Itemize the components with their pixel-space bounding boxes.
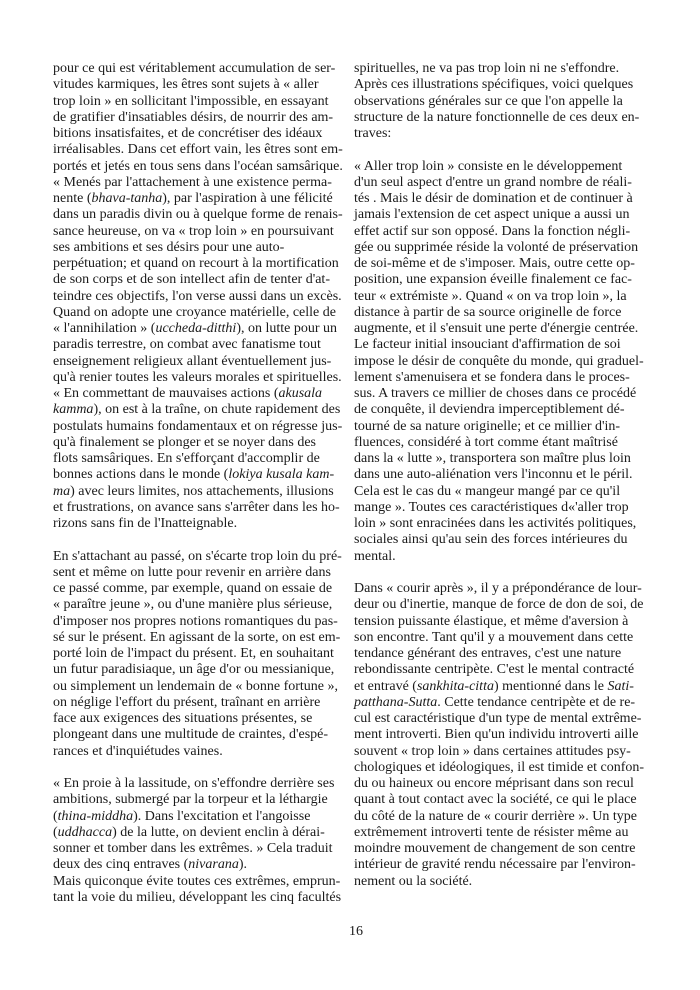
text-line: jamais l'extension de cet aspect unique a aussi un — [354, 207, 630, 223]
text-line: de soi-même et de s'imposer. Mais, outre cette op- — [354, 256, 635, 271]
paragraph — [354, 581, 654, 890]
text-line: loin » sont enracinées dans les activités politiques, — [354, 516, 637, 531]
text-line: (thina-middha). Dans l'excitation et l'angoisse — [53, 808, 311, 824]
text-line: ou simplement un lendemain de « bonne fortune », — [53, 678, 338, 694]
text-line: impose le désir de conquête du monde, qui graduel- — [354, 353, 644, 369]
text-line: un futur paradisiaque, un âge d'or ou messianique, — [53, 662, 335, 678]
text-line: moindre mouvement de changement de son centre — [354, 841, 636, 856]
text-line: ment introverti. Bien qu'un individu introverti aille — [354, 727, 639, 743]
paragraph — [53, 549, 353, 760]
text-line: de gratifier d'insatiables désirs, de nourrir des am- — [53, 109, 334, 125]
text-line: rebondissante centripète. C'est le mental contracté — [354, 662, 635, 678]
text-line: sé sur le présent. En agissant de la sorte, on est em- — [53, 629, 341, 645]
text-line: « l'annihilation » (uccheda-ditthi), on lutte pour un — [53, 321, 338, 336]
text-line: structure de la nature fonctionnelle de ces deux en- — [354, 109, 640, 125]
text-line: ambitions, submergé par la torpeur et la léthargie — [53, 792, 328, 808]
text-line: tendance générant des entraves, c'est une nature — [354, 646, 622, 661]
text-line: du côté de la nature de « courir derrière ». Un type — [354, 808, 637, 824]
text-line: sance heureuse, on va « trop loin » en poursuivant — [53, 223, 334, 239]
text-line: kamma), on est à la traîne, on chute rapidement des — [53, 402, 341, 418]
text-line: rizons sans fin de l'Inatteignable. — [53, 516, 238, 531]
left-text-column — [53, 61, 353, 906]
text-line: intérieur de gravité rendu nécessaire par l'environ- — [354, 857, 636, 873]
text-line: d'un seul aspect d'entre un grand nombre de réali- — [354, 174, 632, 190]
text-line: dans une auto-aliénation vers l'inconnu et le péril. — [354, 467, 633, 483]
text-line: rances et d'inquiétudes vaines. — [53, 743, 223, 759]
text-line: Cela est le cas du « mangeur mangé par ce qu'il — [354, 483, 621, 499]
text-line: mange ». Toutes ces caractéristiques d«'aller trop — [354, 499, 629, 515]
text-line: souvent « trop loin » dans certaines attitudes psy- — [354, 743, 631, 759]
text-line: vitudes karmiques, les êtres sont sujets à « aller — [53, 77, 319, 93]
text-line: deux des cinq entraves (nivarana). — [53, 857, 248, 873]
text-line: teur « extrémiste ». Quand « on va trop loin », la — [354, 288, 627, 304]
text-line: quant à tout contact avec la société, ce qui le place — [354, 792, 637, 808]
pali-term: thina-middha — [57, 808, 134, 824]
text-line: tés . Mais le désir de domination et de continuer à — [354, 191, 633, 206]
text-line: « En proie à la lassitude, on s'effondre derrière ses — [53, 776, 335, 791]
text-line: spirituelles, ne va pas trop loin ni ne s'effondre. — [354, 61, 620, 76]
text-line: « Aller trop loin » consiste en le développement — [354, 158, 623, 174]
text-line: teindre ces objectifs, l'on verse aussi dans un excès. — [53, 288, 342, 304]
pali-term: kamma — [53, 402, 94, 418]
text-line: sonner et tomber dans les extrêmes. » Cela traduit — [53, 841, 333, 856]
text-line: bitions insatisfaites, et de concrétiser des idéaux — [53, 126, 323, 141]
text-line: bonnes actions dans le monde (lokiya kusala kam- — [53, 467, 335, 483]
text-line: sent et même on lutte pour revenir en arrière dans — [53, 564, 331, 580]
text-line: extrêmement introverti tente de résister même au — [354, 824, 629, 840]
text-line: de conquête, il deviendra imperceptiblement dé- — [354, 402, 625, 418]
pali-term: bhava-tanha — [91, 191, 163, 206]
text-line: Après ces illustrations spécifiques, voici quelques — [354, 77, 634, 93]
text-line: patthana-Sutta. Cette tendance centripète et de re- — [354, 694, 636, 710]
text-line: qu'à finalement se plonger et se noyer dans des — [53, 434, 316, 450]
text-line: nente (bhava-tanha), par l'aspiration à une félicité — [53, 191, 333, 206]
text-line: plongeant dans une multitude de craintes, d'espé- — [53, 727, 329, 743]
text-line: irréalisables. Dans cet effort vain, les êtres sont em- — [53, 142, 343, 158]
pali-term: nivarana — [188, 857, 239, 873]
text-line: perpétuation; et quand on recourt à la mortification — [53, 256, 339, 271]
text-line: effet actif sur son opposé. Dans la fonction négli- — [354, 223, 631, 239]
text-line: « paraître jeune », ou d'une manière plus sérieuse, — [53, 597, 333, 613]
text-line: postulats humains fondamentaux et on régresse jus- — [53, 418, 343, 434]
text-line: trop loin » en sollicitant l'impossible, en essayant — [53, 93, 329, 109]
text-line: nement ou la société. — [354, 873, 473, 889]
text-line: sus. A travers ce millier de choses dans ce procédé — [354, 386, 637, 401]
text-line: Dans « courir après », il y a prépondérance de lour- — [354, 581, 642, 596]
text-line: Quand on adopte une croyance matérielle, celle de — [53, 304, 336, 320]
text-line: deur ou d'inertie, manque de force de don de soi, de — [354, 597, 644, 613]
text-line: pour ce qui est véritablement accumulation de ser- — [53, 61, 336, 76]
text-line: Mais quiconque évite toutes ces extrêmes, emprun- — [53, 873, 341, 889]
text-line: ce passé comme, par exemple, quand on essaie de — [53, 581, 333, 596]
pali-term: Sati- — [607, 678, 634, 694]
text-line: « En commettant de mauvaises actions (akusala — [53, 386, 323, 401]
pali-term: ma — [53, 483, 71, 499]
text-line: paradis terrestre, on combat avec fanatisme tout — [53, 337, 321, 353]
paragraph — [53, 874, 353, 907]
text-line: tant la voie du milieu, développant les cinq facultés — [53, 889, 342, 905]
text-line: lement s'amenuisera et se fondera dans le proces- — [354, 369, 630, 385]
text-line: augmente, et il s'ensuit une perte d'énergie centrée. — [354, 321, 639, 336]
text-line: dans un paradis divin ou à quelque forme de renais- — [53, 207, 343, 223]
text-line: (uddhacca) de la lutte, on devient enclin à dérai- — [53, 824, 325, 840]
text-line: « Menés par l'attachement à une existence perma- — [53, 174, 332, 190]
paragraph — [354, 159, 654, 565]
text-line: ses ambitions et ses désirs pour une auto- — [53, 239, 285, 255]
text-line: sociales ainsi qu'au sein des forces intérieures du — [354, 532, 628, 548]
paragraph — [354, 61, 654, 142]
pali-term: uddhacca — [57, 824, 113, 840]
text-line: tourné de sa nature originelle; et ce millier d'in- — [354, 418, 621, 434]
text-line: enseignement religieux allant éventuellement jus- — [53, 353, 332, 369]
text-line: de son corps et de son intellect afin de tenter d'at- — [53, 272, 330, 288]
text-line: ma) avec leurs limites, nos attachements, illusions — [53, 483, 334, 499]
text-line: et frustrations, on avance sans s'arrêter dans les ho- — [53, 499, 340, 515]
text-line: et entravé (sankhita-citta) mentionné dans le Sati- — [354, 678, 634, 694]
text-line: fluences, considéré à tort comme étant maîtrisé — [354, 434, 618, 450]
text-line: cul est caractéristique d'un type de mental extrême- — [354, 711, 642, 726]
text-line: flots samsâriques. En s'efforçant d'accomplir de — [53, 451, 320, 466]
pali-term: uccheda-ditthi — [155, 321, 237, 336]
text-line: qu'à renier toutes les valeurs morales et spirituelles. — [53, 369, 342, 385]
text-line: porté loin de l'impact du présent. Et, en souhaitant — [53, 646, 334, 661]
text-line: Le facteur initial insouciant d'affirmation de soi — [354, 337, 621, 353]
text-line: traves: — [354, 126, 392, 141]
right-text-column — [354, 61, 654, 890]
text-line: tension puissante élastique, et même d'aversion à — [354, 613, 629, 629]
text-line: face aux exigences des situations présentes, se — [53, 711, 313, 726]
text-line: portés et jetés en tous sens dans l'océan samsârique. — [53, 158, 343, 174]
text-line: du ou haineux ou encore méprisant dans son recul — [354, 776, 634, 791]
pali-term: sankhita-citta — [416, 678, 494, 694]
page-number: 16 — [349, 924, 363, 939]
pali-term: lokiya kusala kam- — [228, 467, 335, 483]
pali-term: patthana-Sutta — [354, 694, 438, 710]
text-line: position, une expansion éveille finalement ce fac- — [354, 272, 632, 288]
text-line: gée ou supprimée réside la volonté de préservation — [354, 239, 639, 255]
text-line: on néglige l'effort du présent, traînant en arrière — [53, 694, 321, 710]
paragraph — [53, 776, 353, 874]
text-line: chologiques et idéologiques, il est timide et confon- — [354, 759, 645, 775]
text-line: observations générales sur ce que l'on appelle la — [354, 93, 623, 109]
paragraph — [53, 61, 353, 532]
text-line: d'imposer nos propres notions romantiques du pas- — [53, 613, 338, 629]
text-line: dans la « lutte », transportera son maître plus loin — [354, 451, 631, 466]
text-line: distance à partir de sa source originelle de force — [354, 304, 622, 320]
text-line: mental. — [354, 548, 396, 564]
pali-term: akusala — [278, 386, 323, 401]
text-line: En s'attachant au passé, on s'écarte trop loin du pré- — [53, 548, 342, 564]
text-line: son encontre. Tant qu'il y a mouvement dans cette — [354, 629, 634, 645]
